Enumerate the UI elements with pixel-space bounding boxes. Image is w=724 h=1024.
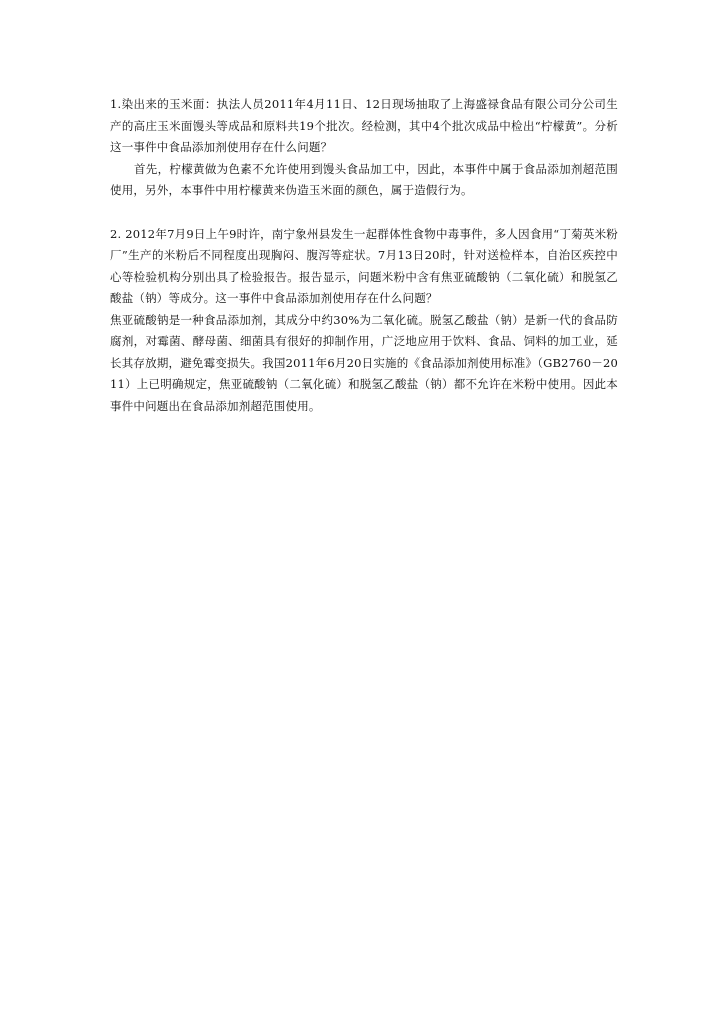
answer-1-text: 首先，柠檬黄做为色素不允许使用到馒头食品加工中，因此，本事件中属于食品添加剂超范围使用，另外，本事件中用柠檬黄来伪造玉米面的颜色，属于造假行为。	[110, 161, 618, 197]
document-body	[110, 94, 618, 417]
section-spacer	[110, 202, 618, 224]
answer-2-text: 焦亚硫酸钠是一种食品添加剂，其成分中约30%为二氧化硫。脱氢乙酸盐（钠）是新一代的食品防腐剂，对霉菌、酵母菌、细菌具有很好的抑制作用，广泛地应用于饮料、食品、饲料的加工业，延长其存放期，避免霉变损失。我国2011年6月20日实施的《食品添加剂使用标准》（GB2760－2011）上已明确规定，焦亚硫酸钠（二氧化硫）和脱氢乙酸盐（钠）都不允许在米粉中使用。因此本事件中问题出在食品添加剂超范围使用。	[110, 312, 618, 413]
question-2-text: 2. 2012年7月9日上午9时许，南宁象州县发生一起群体性食物中毒事件，多人因食用“丁菊英米粉厂”生产的米粉后不同程度出现胸闷、腹泻等症状。7月13日20时，针对送检样本，自治区疾控中心等检验机构分别出具了检验报告。报告显示，问题米粉中含有焦亚硫酸钠（二氧化硫）和脱氢乙酸盐（钠）等成分。这一事件中食品添加剂使用存在什么问题？	[110, 226, 618, 305]
question-1-text: 1.染出来的玉米面：执法人员2011年4月11日、12日现场抽取了上海盛禄食品有限公司分公司生产的高庄玉米面馒头等成品和原料共19个批次。经检测，其中4个批次成品中检出“柠檬黄”。分析这一事件中食品添加剂使用存在什么问题？	[110, 97, 618, 154]
